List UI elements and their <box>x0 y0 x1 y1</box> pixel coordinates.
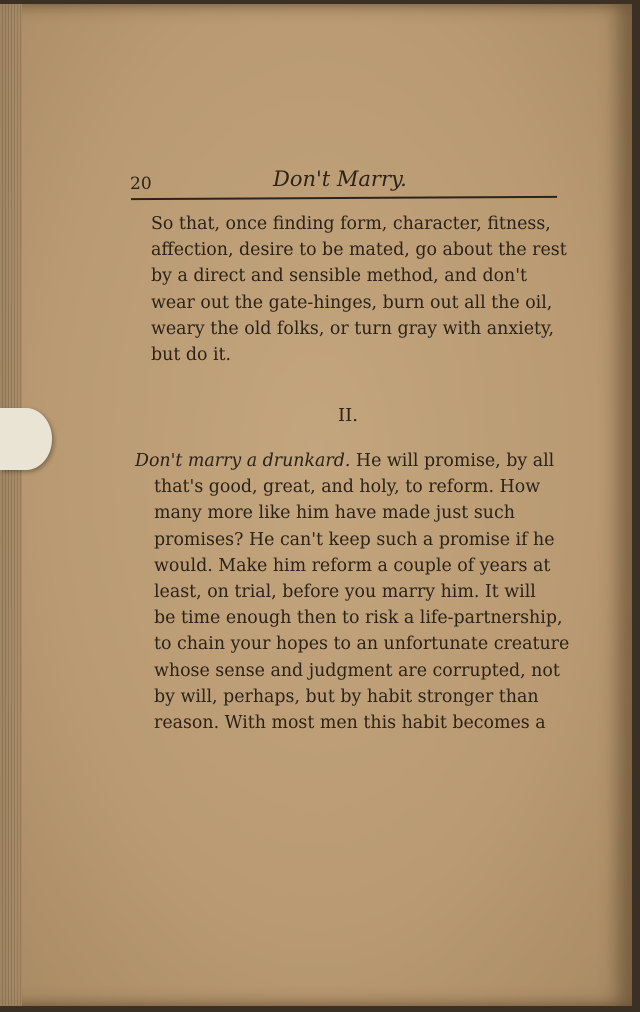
paragraph-1 <box>151 211 567 368</box>
text-line: promises? He can't keep such a promise if he <box>154 529 555 550</box>
text-line: be time enough then to risk a life-partnership, <box>154 608 563 629</box>
text-line: whose sense and judgment are corrupted, not <box>154 660 560 681</box>
text-line: but do it. <box>151 345 232 366</box>
section-heading: II. <box>338 405 358 426</box>
text-line: by will, perhaps, but by habit stronger than <box>154 686 539 707</box>
text-line: many more like him have made just such <box>154 503 515 524</box>
text-line: would. Make him reform a couple of years at <box>154 555 551 576</box>
running-title: Don't Marry. <box>273 167 407 191</box>
text-line: by a direct and sensible method, and don't <box>151 266 528 287</box>
text-line: to chain your hopes to an unfortunate creature <box>154 634 570 655</box>
text-line: weary the old folks, or turn gray with anxiety, <box>151 318 555 339</box>
text-line: affection, desire to be mated, go about the rest <box>151 240 567 261</box>
text-line: that's good, great, and holy, to reform. How <box>154 477 541 498</box>
page-stack-edge <box>0 4 22 1006</box>
text-line: wear out the gate-hinges, burn out all the oil, <box>151 292 553 313</box>
text-line <box>135 448 569 474</box>
text-line: So that, once finding form, character, fitness, <box>151 214 551 234</box>
bookmark-tab <box>0 408 52 470</box>
page-number: 20 <box>130 174 152 194</box>
lead-italic: Don't marry a drunkard. <box>135 451 351 471</box>
text-line: least, on trial, before you marry him. It will <box>154 582 536 603</box>
lead-rest: He will promise, by all <box>350 451 555 471</box>
paragraph-2 <box>135 448 569 736</box>
text-line: reason. With most men this habit becomes a <box>154 713 546 734</box>
